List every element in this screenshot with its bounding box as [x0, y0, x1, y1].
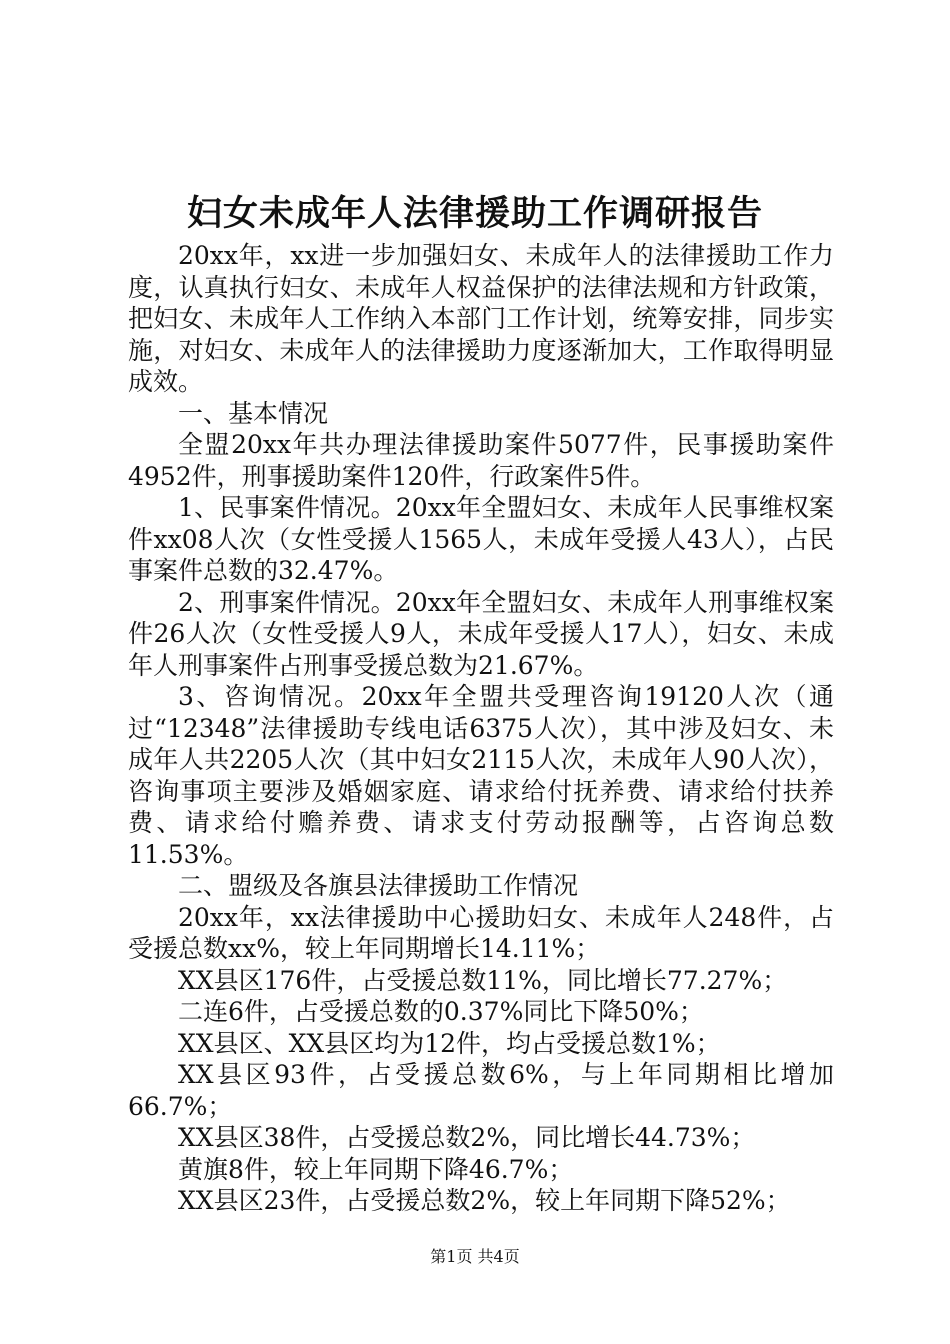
paragraph-county-3: XX县区93件，占受援总数6%，与上年同期相比增加66.7%；	[128, 1060, 834, 1121]
paragraph-county-5: XX县区23件，占受援总数2%，较上年同期下降52%；	[178, 1186, 791, 1215]
paragraph-intro: 20xx年，xx进一步加强妇女、未成年人的法律援助工作力度，认真执行妇女、未成年人权益保护的法律法规和方针政策，把妇女、未成年人工作纳入本部门工作计划，统筹安排，同步实施，对妇女、未成年人的法律援助力度逐渐加大，工作取得明显成效。	[128, 241, 834, 396]
page-footer: 第1页 共4页	[430, 1247, 520, 1266]
document-body	[128, 240, 834, 1217]
paragraph-county-4: XX县区38件，占受援总数2%，同比增长44.73%；	[178, 1123, 756, 1152]
document-title: 妇女未成年人法律援助工作调研报告	[186, 194, 763, 234]
paragraph-erlian: 二连6件，占受援总数的0.37%同比下降50%；	[178, 997, 704, 1026]
paragraph-total-cases: 全盟20xx年共办理法律援助案件5077件，民事援助案件4952件，刑事援助案件120件，行政案件5件。	[128, 430, 834, 491]
paragraph-county-1: XX县区176件，占受援总数11%，同比增长77.27%；	[178, 965, 788, 995]
section-heading-county: 二、盟级及各旗县法律援助工作情况	[178, 871, 579, 900]
paragraph-consultation: 3、咨询情况。20xx年全盟共受理咨询19120人次（通过“12348”法律援助专线电话6375人次），其中涉及妇女、未成年人共2205人次（其中妇女2115人次，未成年人90人次），咨询事项主要涉及婚姻家庭、请求给付抚养费、请求给付扶养费、请求给付赡养费、请求支付劳动报酬等，占咨询总数11.53%。	[128, 682, 834, 869]
paragraph-criminal-cases: 2、刑事案件情况。20xx年全盟妇女、未成年人刑事维权案件26人次（女性受援人9人，未成年受援人17人），妇女、未成年人刑事案件占刑事受援总数为21.67%。	[128, 587, 834, 680]
paragraph-county-2: XX县区、XX县区均为12件，均占受援总数1%；	[178, 1028, 721, 1058]
paragraph-huangqi: 黄旗8件，较上年同期下降46.7%；	[178, 1154, 574, 1184]
paragraph-center: 20xx年，xx法律援助中心援助妇女、未成年人248件，占受援总数xx%，较上年同期增长14.11%；	[128, 902, 834, 963]
section-heading-basic: 一、基本情况	[178, 398, 329, 428]
paragraph-civil-cases: 1、民事案件情况。20xx年全盟妇女、未成年人民事维权案件xx08人次（女性受援人1565人，未成年受援人43人），占民事案件总数的32.47%。	[128, 493, 834, 585]
